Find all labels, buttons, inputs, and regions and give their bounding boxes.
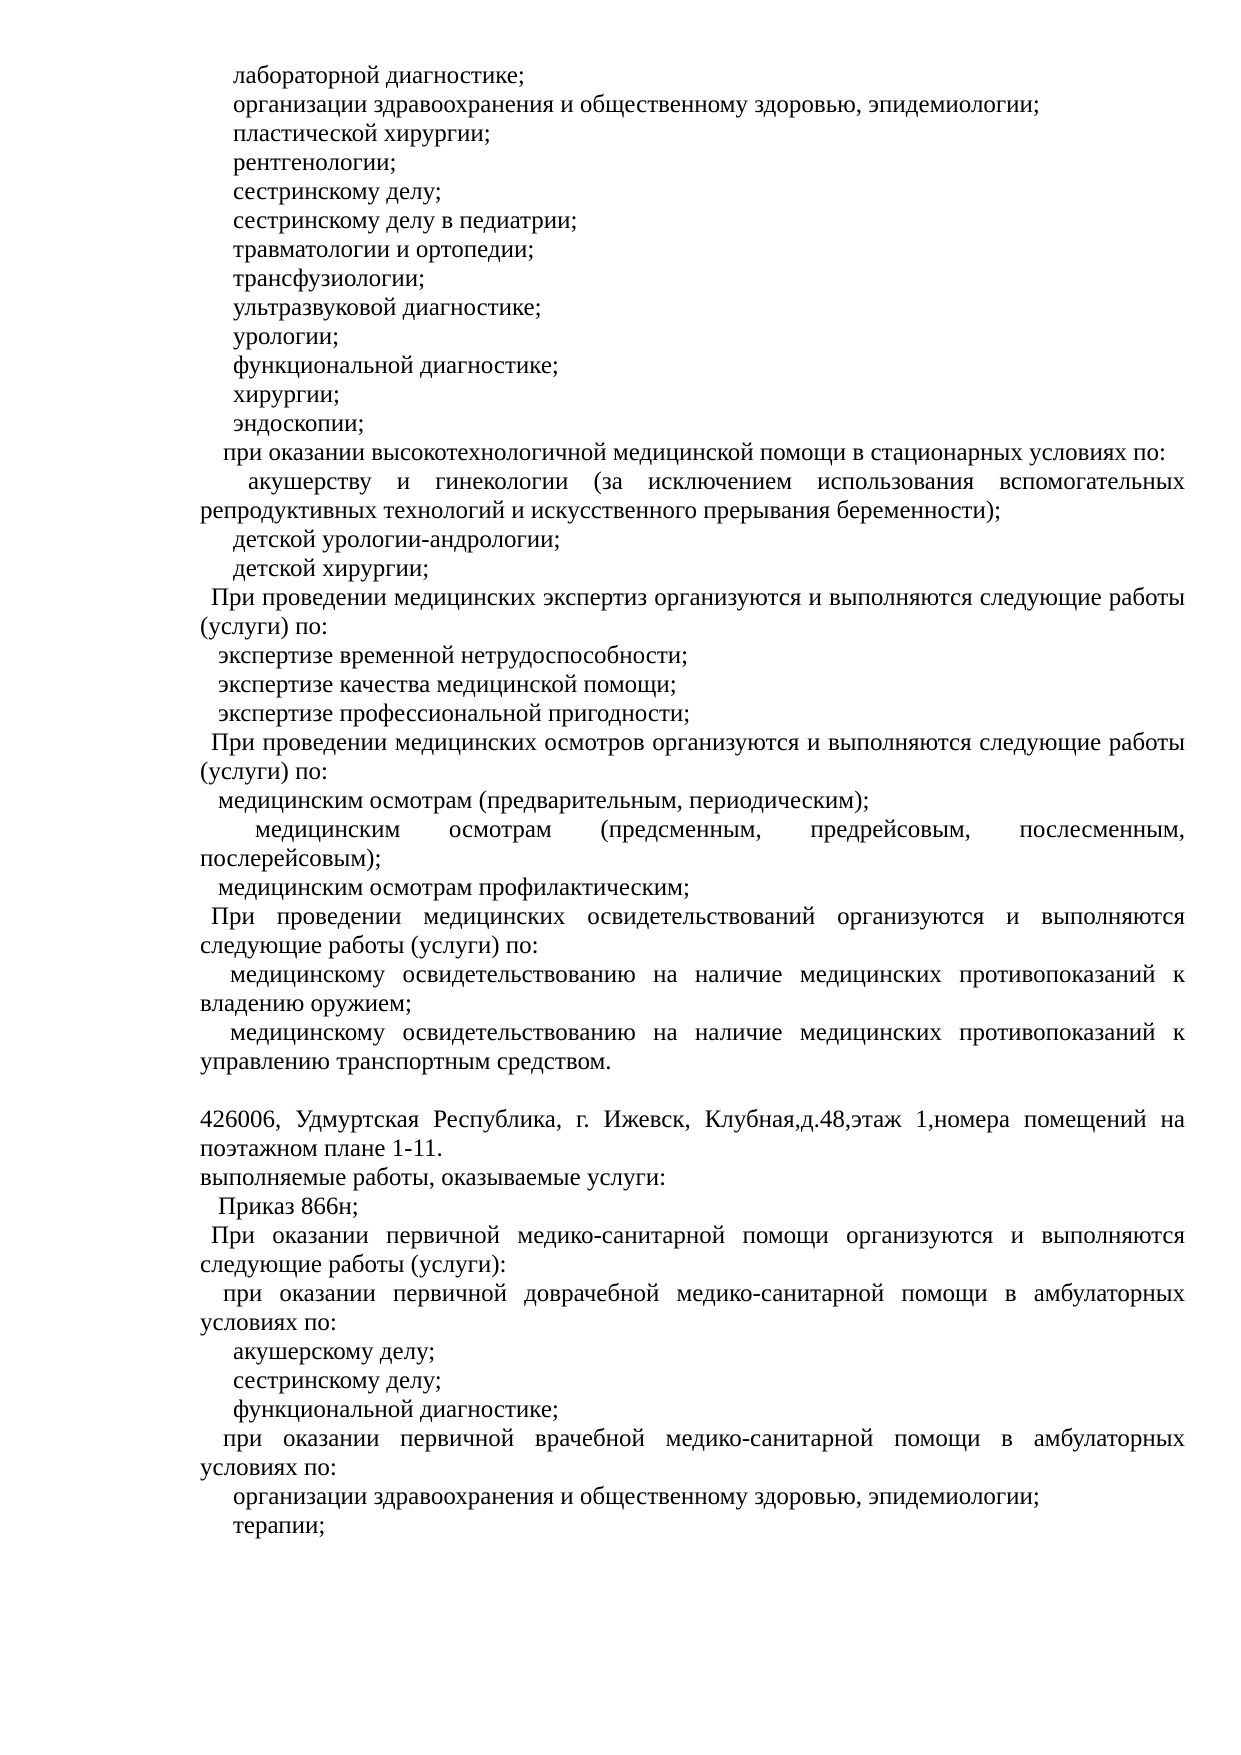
paragraph: при оказании высокотехнологичной медицинской помощи в стационарных условиях по:	[223, 439, 1166, 466]
service-item: пластической хирургии;	[233, 120, 491, 147]
service-item: лабораторной диагностике;	[233, 62, 525, 89]
service-item: экспертизе качества медицинской помощи;	[218, 671, 677, 698]
service-item: сестринскому делу;	[233, 1367, 442, 1394]
paragraph: акушерству и гинекологии (за исключением использования вспомогательных репродуктивных технологий и искусственного прерывания беременности);	[200, 468, 1185, 524]
service-item: акушерскому делу;	[233, 1338, 436, 1365]
document-body	[200, 61, 1185, 1540]
paragraph: При проведении медицинских освидетельствований организуются и выполняются следующие работы (услуги) по:	[200, 903, 1185, 959]
service-item: терапии;	[233, 1512, 326, 1539]
service-item: сестринскому делу;	[233, 178, 442, 205]
service-item: детской хирургии;	[233, 555, 430, 582]
service-item: детской урологии-андрологии;	[233, 526, 561, 553]
service-item: функциональной диагностике;	[233, 1396, 559, 1423]
address-line: 426006, Удмуртская Республика, г. Ижевск, Клубная,д.48,этаж 1,номера помещений на поэтажном плане 1-11.	[200, 1106, 1185, 1162]
service-item: Приказ 866н;	[218, 1193, 359, 1220]
service-item: ультразвуковой диагностике;	[233, 294, 542, 321]
service-item: сестринскому делу в педиатрии;	[233, 207, 578, 234]
service-item: организации здравоохранения и общественному здоровью, эпидемиологии;	[233, 1483, 1040, 1510]
service-item: эндоскопии;	[233, 410, 365, 437]
paragraph: при оказании первичной врачебной медико-санитарной помощи в амбулаторных условиях по:	[200, 1425, 1185, 1481]
paragraph: при оказании первичной доврачебной медико-санитарной помощи в амбулаторных условиях по:	[200, 1280, 1185, 1336]
paragraph: медицинскому освидетельствованию на наличие медицинских противопоказаний к владению оружием;	[200, 961, 1185, 1017]
service-item: медицинским осмотрам (предварительным, периодическим);	[218, 787, 870, 814]
service-item: медицинским осмотрам профилактическим;	[218, 874, 690, 901]
service-item: урологии;	[233, 323, 340, 350]
service-item: трансфузиологии;	[233, 265, 426, 292]
service-item: экспертизе профессиональной пригодности;	[218, 700, 691, 727]
paragraph: выполняемые работы, оказываемые услуги:	[200, 1164, 667, 1191]
blank-line	[200, 1076, 1185, 1105]
service-item: травматологии и ортопедии;	[233, 236, 535, 263]
paragraph: медицинскому освидетельствованию на наличие медицинских противопоказаний к управлению транспортным средством.	[200, 1019, 1185, 1075]
paragraph: При проведении медицинских экспертиз организуются и выполняются следующие работы (услуги) по:	[200, 584, 1185, 640]
paragraph: При оказании первичной медико-санитарной помощи организуются и выполняются следующие работы (услуги):	[200, 1222, 1185, 1278]
paragraph: При проведении медицинских осмотров организуются и выполняются следующие работы (услуги) по:	[200, 729, 1185, 785]
paragraph: медицинским осмотрам (предсменным, предрейсовым, послесменным, послерейсовым);	[200, 816, 1185, 872]
service-item: хирургии;	[233, 381, 341, 408]
service-item: рентгенологии;	[233, 149, 397, 176]
service-item: организации здравоохранения и общественному здоровью, эпидемиологии;	[233, 91, 1040, 118]
service-item: функциональной диагностике;	[233, 352, 559, 379]
service-item: экспертизе временной нетрудоспособности;	[218, 642, 689, 669]
